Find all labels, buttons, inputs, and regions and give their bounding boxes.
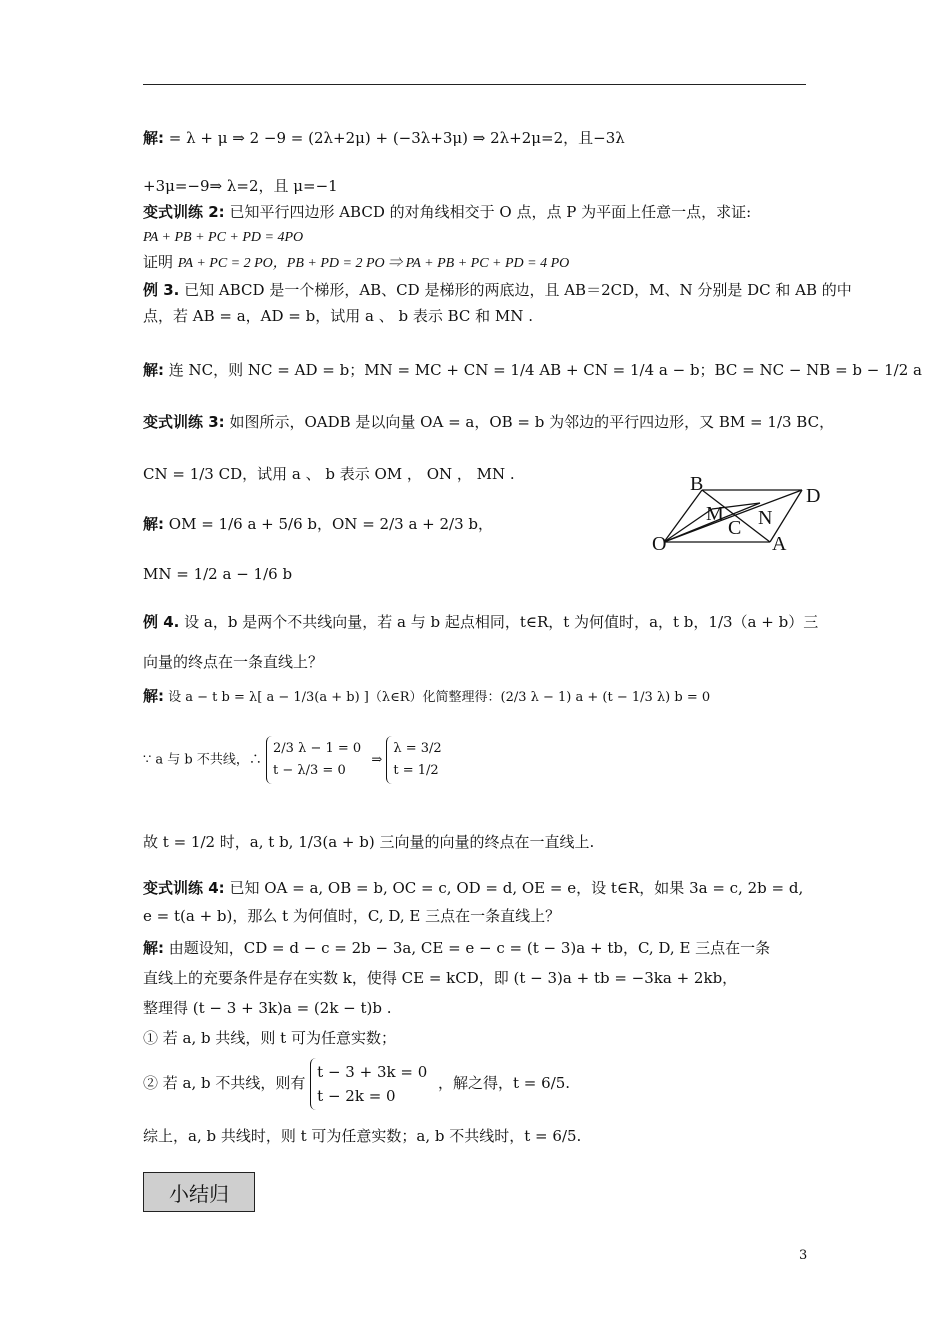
variant4-text1: 已知 OA = a, OB = b, OC = c, OD = d, OE = e，设 t∈R，如果 3a = c, 2b = d, [229,879,804,897]
variant2-text: 已知平行四边形 ABCD 的对角线相交于 O 点，点 P 为平面上任意一点，求证: [229,203,752,221]
example2-solution-line1 [143,126,625,150]
solution-text: 设 a − t b = λ[ a − 1/3(a + b) ]（λ∈R）化简整理得：(2/3 λ − 1) a + (t − 1/3 λ) b = 0 [168,690,711,705]
example4-solution1 [143,684,710,710]
variant4-line2: e = t(a + b)，那么 t 为何值时，C, D, E 三点在一条直线上？ [143,907,561,925]
variant2-formula: PA + PB + PC + PD = 4PO [143,230,304,245]
solution-label: 解: [143,687,164,705]
example4-line2: 向量的终点在一条直线上？ [143,653,324,671]
variant4-solution1 [143,936,770,960]
parallelogram-figure [650,476,830,556]
example3-text1: 已知 ABCD 是一个梯形，AB、CD 是梯形的两底边，且 AB＝2CD，M、N 分别是 DC 和 AB 的中 [184,281,852,299]
proof-text: PA + PC = 2 PO，PB + PD = 2 PO ⇒ PA + PB + PC + PD = 4 PO [177,256,570,271]
case2-eq2: t − 2k = 0 [317,1087,396,1105]
variant4-line1 [143,876,803,900]
variant3-solution2: MN = 1/2 a − 1/6 b [143,565,293,583]
variant4-case2 [143,1058,570,1110]
case2-eq1: t − 3 + 3k = 0 [317,1063,428,1081]
result-brace [386,736,447,784]
label-M: M [706,503,724,525]
solution-label: 解: [143,939,164,957]
label-O: O [652,533,667,555]
example3-line1 [143,278,852,302]
system-eq2: t − λ/3 = 0 [273,763,346,778]
page-number: 3 [799,1248,808,1263]
example3-label: 例 3. [143,281,180,299]
system-eq1: 2/3 λ − 1 = 0 [273,741,362,756]
variant2-proof [143,250,569,276]
variant3-solution1 [143,512,493,536]
solution-text: 连 NC，则 NC = AD = b；MN = MC + CN = 1/4 AB + CN = 1/4 a − b；BC = NC − NB = b − 1/2 a [168,361,922,379]
solution-text: = λ + μ ⇒ 2 −9 = (2λ+2μ) + (−3λ+3μ) ⇒ 2λ+2μ=2，且−3λ [168,129,625,147]
result-eq1: λ = 3/2 [393,741,442,756]
solution-text: 由题设知，CD = d − c = 2b − 3a, CE = e − c = (t − 3)a + tb，C, D, E 三点在一条 [168,939,771,957]
solution-label: 解: [143,361,164,379]
label-A: A [772,533,787,555]
solution-label: 解: [143,515,164,533]
variant4-solution3: 整理得 (t − 3 + 3k)a = (2k − t)b . [143,999,392,1017]
implies-arrow: ⇒ [371,752,383,768]
variant4-label: 变式训练 4: [143,879,225,897]
variant4-case1: ① 若 a, b 共线，则 t 可为任意实数； [143,1029,396,1047]
variant3-label: 变式训练 3: [143,413,225,431]
example4-label: 例 4. [143,613,180,631]
example4-system [143,736,448,784]
variant2-label: 变式训练 2: [143,203,225,221]
label-B: B [690,476,704,495]
summary-label: 小结归 [169,1181,229,1206]
case2-brace [310,1058,433,1110]
label-N: N [758,507,773,529]
case2-post: ，解之得，t = 6/5. [438,1074,571,1092]
proof-label: 证明 [143,253,174,271]
variant4-solution2: 直线上的充要条件是存在实数 k，使得 CE = kCD，即 (t − 3)a + tb = −3ka + 2kb， [143,969,738,987]
result-eq2: t = 1/2 [393,763,439,778]
summary-section-box [143,1172,255,1212]
example4-line1 [143,610,818,634]
variant4-summary: 综上，a, b 共线时，则 t 可为任意实数；a, b 不共线时，t = 6/5. [143,1127,582,1145]
variant3-line2: CN = 1/3 CD，试用 a 、 b 表示 OM ， ON ， MN . [143,465,515,483]
because-text: ∵ a 与 b 不共线，∴ [143,752,262,768]
label-D: D [806,485,821,507]
example3-solution [143,358,922,382]
variant3-line1 [143,410,834,434]
label-C: C [728,517,742,539]
case2-pre: ② 若 a, b 不共线，则有 [143,1074,306,1092]
example4-text1: 设 a，b 是两个不共线向量，若 a 与 b 起点相同，t∈R，t 为何值时，a，t b，1/3（a + b）三 [184,613,819,631]
variant3-text1: 如图所示，OADB 是以向量 OA = a，OB = b 为邻边的平行四边形，又 BM = 1/3 BC， [229,413,835,431]
solution-label: 解: [143,129,164,147]
example2-solution-line2: +3μ=−9⇒ λ=2，且 μ=−1 [143,177,338,195]
system-brace [266,736,367,784]
solution-text: OM = 1/6 a + 5/6 b，ON = 2/3 a + 2/3 b， [168,515,494,533]
variant2-line [143,200,751,224]
header-rule [143,84,806,85]
example3-line2: 点，若 AB = a，AD = b，试用 a 、 b 表示 BC 和 MN . [143,307,533,325]
example4-conclusion: 故 t = 1/2 时，a, t b, 1/3(a + b) 三向量的向量的终点在一直线上. [143,833,595,851]
